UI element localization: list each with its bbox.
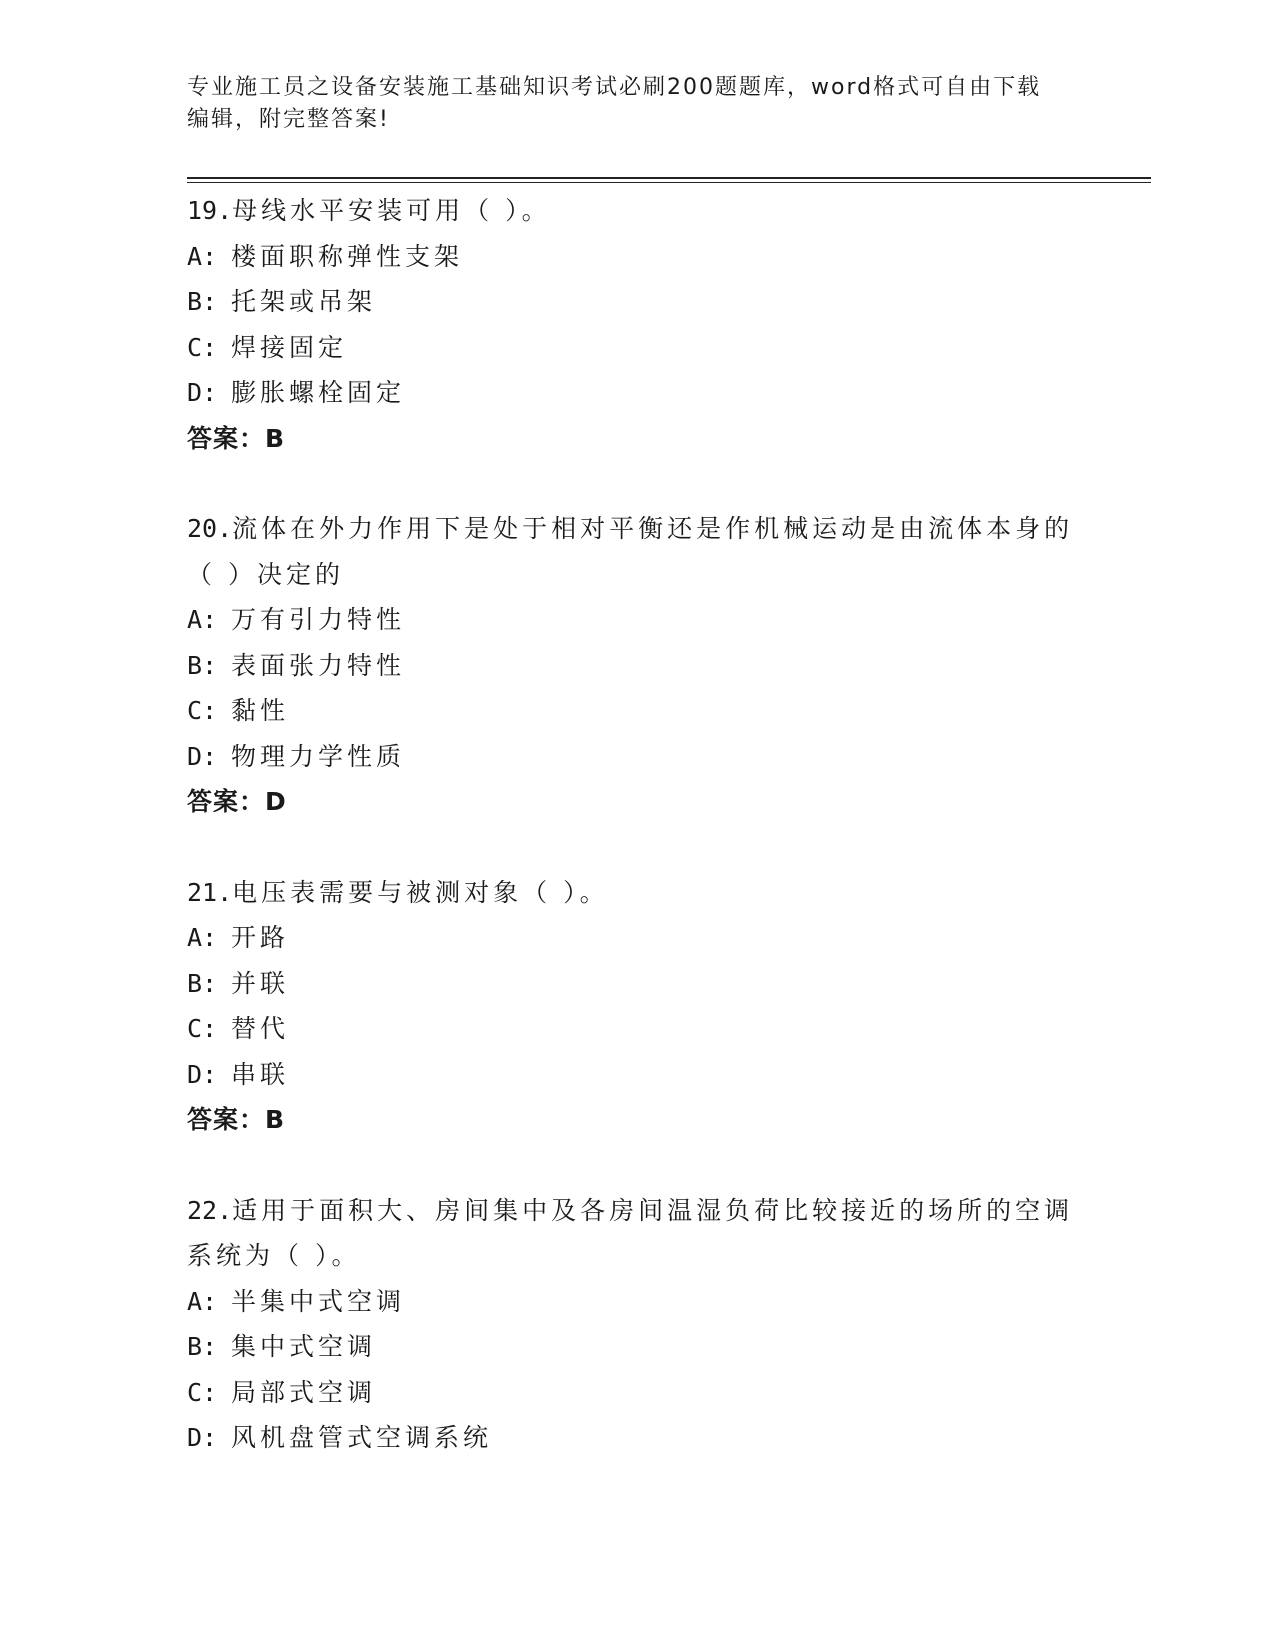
question-stem xyxy=(187,1188,1087,1234)
option-text: 局部式空调 xyxy=(231,1377,377,1407)
option-a xyxy=(187,234,1087,280)
option-label: D: xyxy=(187,378,218,407)
header-line-2: 编辑，附完整答案! xyxy=(187,107,390,132)
question-stem-text: 电压表需要与被测对象（ ）。 xyxy=(232,877,609,907)
answer-line: 答案：B xyxy=(187,423,286,453)
option-text: 万有引力特性 xyxy=(231,605,406,634)
option-c xyxy=(187,688,1087,734)
question-stem-text: 流体在外力作用下是处于相对平衡还是作机械运动是由流体本身的 xyxy=(232,514,1074,543)
option-d xyxy=(187,1415,1087,1461)
option-d xyxy=(187,370,1087,416)
header-divider-thick xyxy=(187,177,1151,179)
option-text: 风机盘管式空调系统 xyxy=(231,1423,493,1452)
option-label: C: xyxy=(187,1377,218,1407)
option-text: 焊接固定 xyxy=(231,332,348,362)
question-stem-text: 母线水平安装可用（ ）。 xyxy=(232,196,551,225)
question-22 xyxy=(187,1188,1087,1461)
question-number: 20. xyxy=(187,514,233,543)
option-label: D: xyxy=(187,1059,218,1089)
option-label: C: xyxy=(187,696,218,725)
option-a xyxy=(187,915,1087,961)
option-label: D: xyxy=(187,1423,218,1452)
option-label: A: xyxy=(187,923,218,952)
option-label: A: xyxy=(187,1286,218,1316)
header-divider-thin xyxy=(187,182,1151,183)
option-a xyxy=(187,1279,1087,1325)
question-19 xyxy=(187,188,1087,461)
option-a xyxy=(187,597,1087,643)
option-label: B: xyxy=(187,968,218,998)
option-text: 开路 xyxy=(231,923,290,952)
option-text: 楼面职称弹性支架 xyxy=(231,241,464,271)
option-label: B: xyxy=(187,287,218,316)
option-c xyxy=(187,1006,1087,1052)
question-20 xyxy=(187,506,1087,825)
option-b xyxy=(187,1324,1087,1370)
option-text: 膨胀螺栓固定 xyxy=(231,378,406,407)
question-stem-continued: 系统为（ ）。 xyxy=(187,1241,361,1270)
answer-line: 答案：B xyxy=(187,1105,286,1134)
option-b xyxy=(187,961,1087,1007)
question-21 xyxy=(187,870,1087,1143)
option-text: 半集中式空调 xyxy=(231,1286,406,1316)
question-stem-continued: （ ）决定的 xyxy=(187,559,344,589)
option-text: 表面张力特性 xyxy=(231,650,406,680)
question-number: 22. xyxy=(187,1195,233,1225)
option-text: 托架或吊架 xyxy=(231,287,377,316)
option-b xyxy=(187,279,1087,325)
header-line-1: 专业施工员之设备安装施工基础知识考试必刷200题题库，word格式可自由下载 xyxy=(187,75,1042,100)
option-b xyxy=(187,643,1087,689)
question-stem xyxy=(187,506,1087,552)
question-stem xyxy=(187,870,1087,916)
option-label: B: xyxy=(187,650,218,680)
question-number: 21. xyxy=(187,877,233,907)
option-c xyxy=(187,1370,1087,1416)
option-label: C: xyxy=(187,1014,218,1043)
option-text: 物理力学性质 xyxy=(231,741,406,771)
option-d xyxy=(187,1052,1087,1098)
option-label: C: xyxy=(187,332,218,362)
question-list xyxy=(187,188,1087,1506)
option-label: A: xyxy=(187,605,218,634)
question-stem xyxy=(187,188,1087,234)
option-label: D: xyxy=(187,741,218,771)
document-header xyxy=(187,72,1067,136)
option-label: A: xyxy=(187,241,218,271)
option-label: B: xyxy=(187,1332,218,1361)
option-d xyxy=(187,734,1087,780)
option-text: 并联 xyxy=(231,968,290,998)
question-stem-text: 适用于面积大、房间集中及各房间温湿负荷比较接近的场所的空调 xyxy=(232,1195,1074,1225)
option-text: 集中式空调 xyxy=(231,1332,377,1361)
question-number: 19. xyxy=(187,196,233,225)
answer-line: 答案：D xyxy=(187,787,287,816)
option-text: 替代 xyxy=(231,1014,290,1043)
option-text: 串联 xyxy=(231,1059,290,1089)
option-text: 黏性 xyxy=(231,696,290,725)
option-c xyxy=(187,325,1087,371)
